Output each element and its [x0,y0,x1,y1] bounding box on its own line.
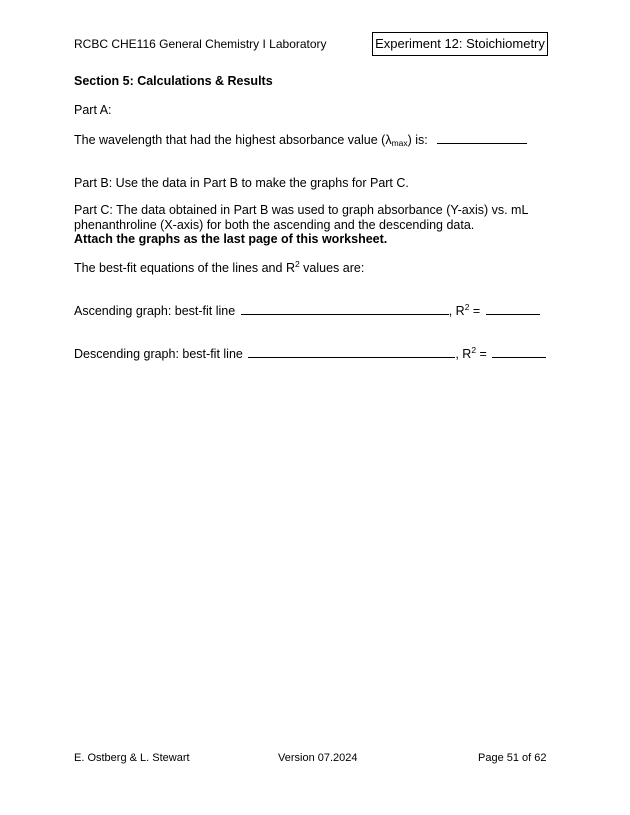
ascending-equation-blank[interactable] [241,302,449,315]
bestfit-intro [74,261,364,275]
part-a-label: Part A: [74,103,112,117]
footer-page-number: Page 51 of 62 [478,752,547,764]
bestfit-suffix: values are: [299,261,365,275]
descending-r2-blank[interactable] [492,345,546,358]
descending-row [74,345,546,361]
descending-equation-blank[interactable] [248,345,455,358]
descending-r2-equals: = [476,347,487,361]
ascending-r2-superscript: 2 [464,302,470,312]
footer-version: Version 07.2024 [278,752,358,764]
ascending-row [74,302,540,318]
ascending-r2-prefix: , R [448,304,465,318]
wavelength-answer-blank[interactable] [437,131,527,144]
wavelength-question [74,131,527,148]
wavelength-prefix: The wavelength that had the highest absorbance value ( [74,133,386,147]
bestfit-prefix: The best-fit equations of the lines and R [74,261,295,275]
footer-authors: E. Ostberg & L. Stewart [74,752,190,764]
attach-graphs-instruction: Attach the graphs as the last page of this worksheet. [74,232,388,246]
part-c-line-1: Part C: The data obtained in Part B was used to graph absorbance (Y-axis) vs. mL [74,203,529,217]
course-header: RCBC CHE116 General Chemistry I Laboratory [74,37,327,51]
lambda-subscript: max [391,138,408,148]
part-c-line-2: phenanthroline (X-axis) for both the ascending and the descending data. [74,218,475,232]
ascending-r2-equals: = [469,304,481,318]
section-title: Section 5: Calculations & Results [74,74,273,88]
part-b-text: Part B: Use the data in Part B to make the graphs for Part C. [74,176,409,190]
lambda-symbol: λ [385,133,392,147]
descending-r2-superscript: 2 [471,345,477,355]
ascending-label: Ascending graph: best-fit line [74,304,236,318]
wavelength-suffix: ) is: [407,133,428,147]
bestfit-superscript: 2 [294,259,300,269]
descending-r2-prefix: , R [455,347,472,361]
experiment-title-box: Experiment 12: Stoichiometry [372,32,548,56]
descending-label: Descending graph: best-fit line [74,347,243,361]
ascending-r2-blank[interactable] [486,302,540,315]
